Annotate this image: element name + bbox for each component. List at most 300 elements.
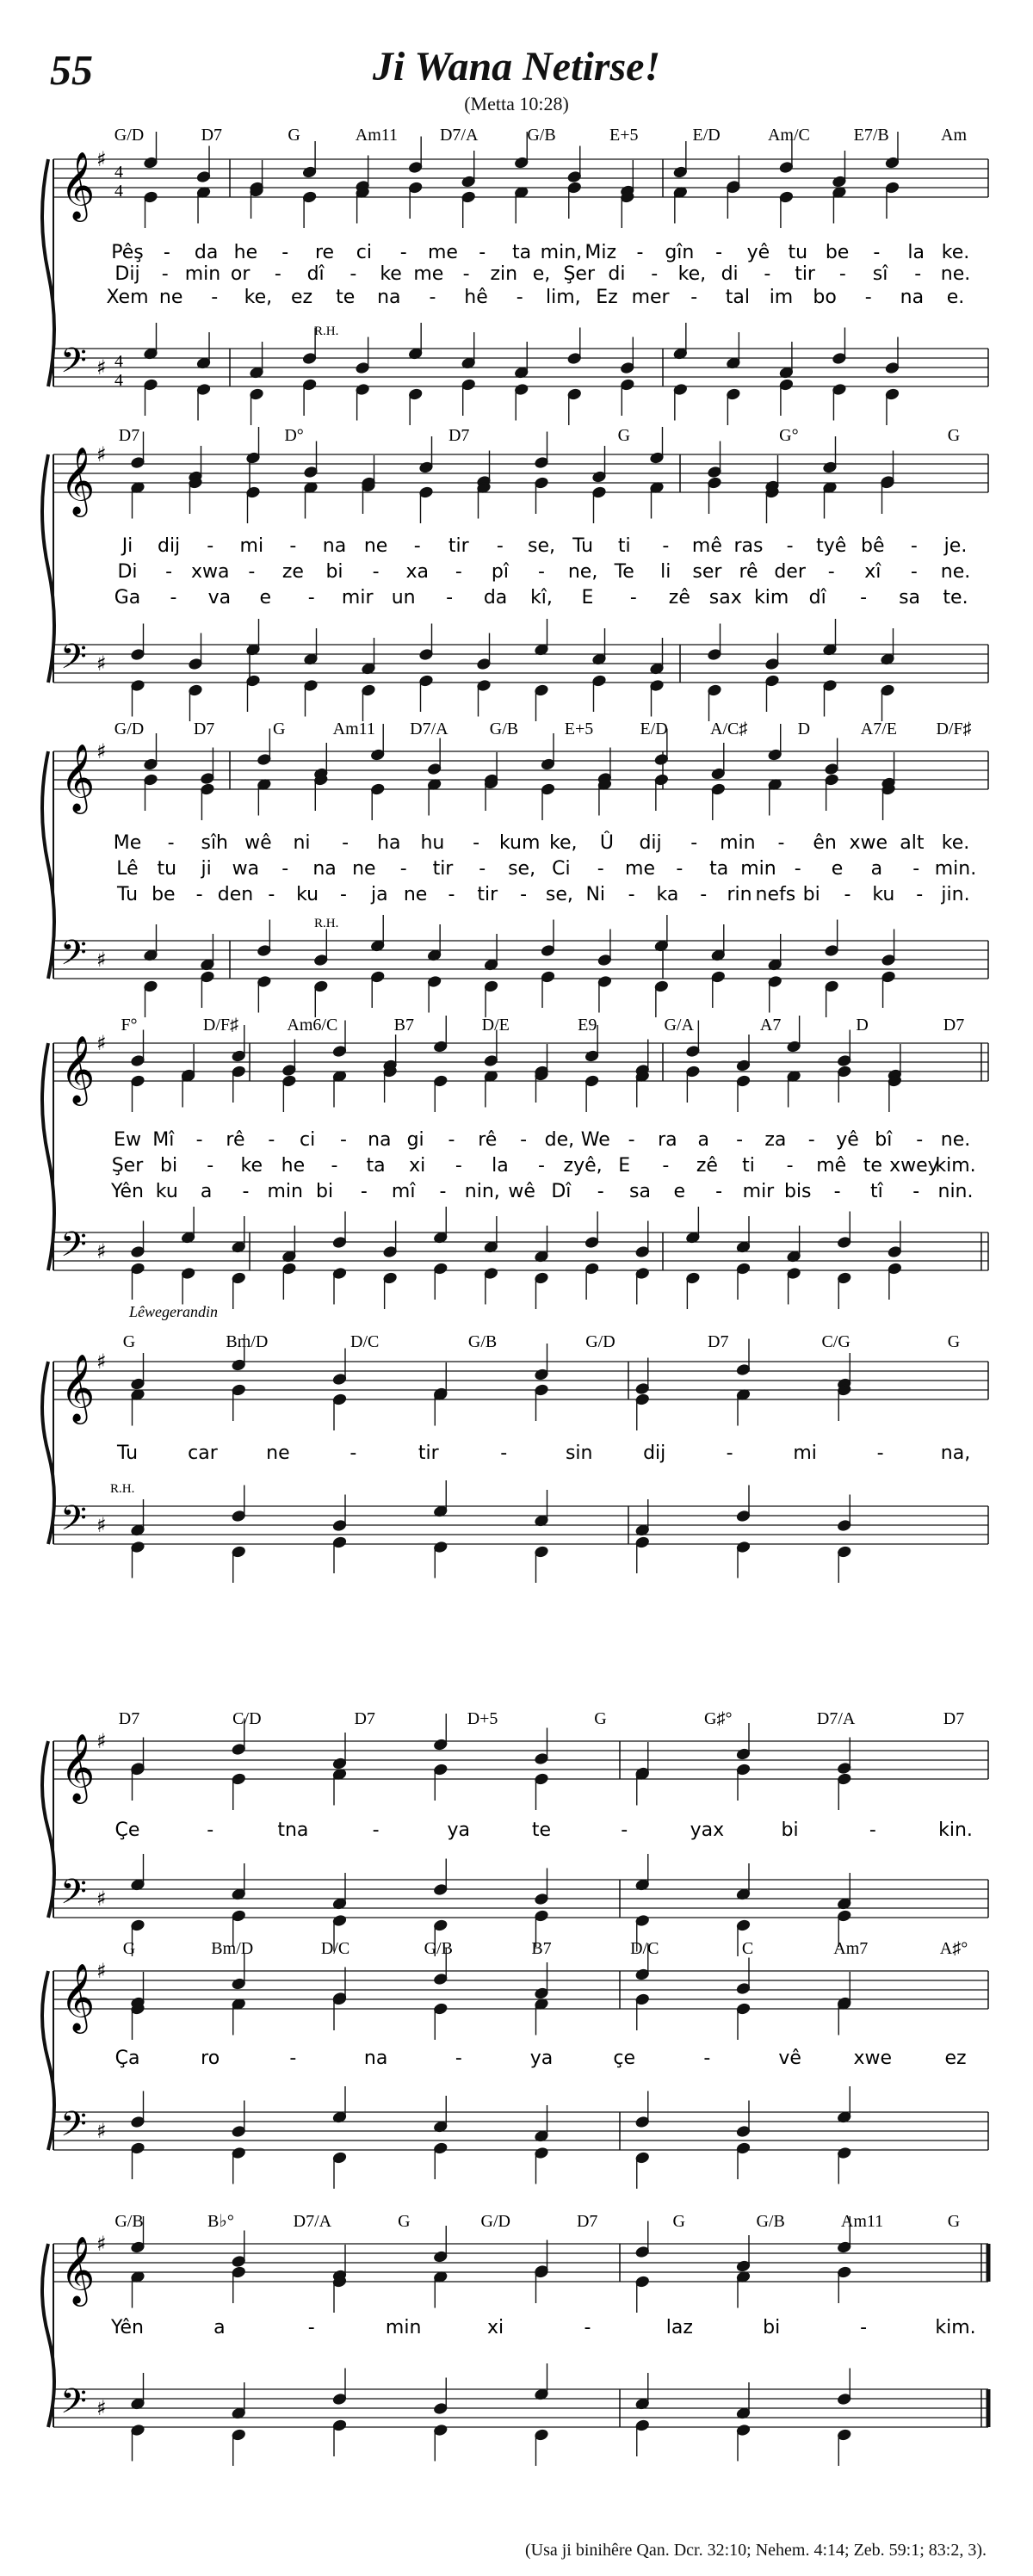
chord-symbol: G♯° [704,1709,733,1728]
lyric-syllable: bi [160,1155,178,1177]
lyric-syllable: - [516,287,523,308]
lyric-syllable: - [807,1129,815,1151]
lyric-syllable: ta [366,1155,386,1177]
lyric-syllable: wa [232,858,260,880]
lyric-syllable: - [690,287,698,308]
lyric-syllable: mi [239,535,264,557]
lyric-syllable: bî [875,1129,893,1151]
time-signature-top: 4 [114,163,123,182]
lyric-line-2 [112,1155,976,1177]
key-sharp: ♯ [96,1350,107,1374]
lyric-syllable: ne, [567,561,598,583]
lyric-syllable: ne. [940,561,971,583]
lyric-syllable: - [833,1181,841,1202]
chord-symbol: Bm/D [211,1939,254,1958]
chord-symbols [119,1709,964,1728]
lyric-syllable: - [496,535,504,557]
lyric-syllable: te. [943,587,968,608]
lyric-syllable: - [399,858,407,880]
lyric-syllable: - [339,1129,347,1151]
chord-symbol: G° [779,426,799,445]
lyric-syllable: ja [370,884,388,905]
lyric-syllable: - [736,1129,744,1151]
lyric-syllable: la [907,242,925,263]
chord-symbol: G [398,2212,411,2231]
lyric-syllable: ke [240,1155,263,1177]
lyric-syllable: se, [545,884,573,905]
lyric-syllable: - [413,535,421,557]
lyric-syllable: - [715,242,723,263]
treble-staff [53,1741,988,1779]
lyric-syllable: xi [486,2317,504,2338]
chord-symbol: G [122,1939,136,1958]
chord-symbol: B7 [531,1939,552,1958]
lyric-syllable: te [863,1155,882,1177]
lyric-syllable: - [597,1181,604,1202]
chord-symbol: A/C♯ [710,720,748,738]
chord-symbol: G/D [480,2212,511,2231]
lyric-syllable: - [281,242,289,263]
bass-clef: 𝄢 [60,341,87,389]
lyric-syllable: di [608,263,626,285]
lyric-syllable: Ni [585,884,606,905]
chord-symbol: D7 [118,1709,140,1728]
chord-symbol: G/D [114,126,145,145]
lyric-syllable: - [455,1155,462,1177]
lyric-syllable: - [916,1129,924,1151]
lyric-syllable: re [314,242,335,263]
chord-symbol: D/F♯ [202,1016,239,1035]
lyric-syllable: Dij [114,263,140,285]
chord-symbol: E+5 [609,126,639,145]
chord-symbol: A♯° [939,1939,968,1958]
chord-symbols [114,720,972,738]
chord-symbol: D/C [320,1939,350,1958]
chord-symbol: D7 [708,1332,729,1351]
treble-clef: 𝄞 [60,151,96,219]
lyric-syllable: - [307,2317,315,2338]
bass-staff [53,349,988,386]
lyric-syllable: bis [783,1181,812,1202]
lyric-syllable: laz [665,2317,693,2338]
bass-clef: 𝄢 [60,1225,87,1273]
lyric-syllable: - [167,832,175,854]
lyric-syllable: tyê [816,535,847,557]
lyric-syllable: da [483,587,508,608]
chord-symbol: Am11 [355,126,399,145]
lyric-syllable: Tu [116,884,139,905]
lyric-syllable: a [697,1129,709,1151]
lyric-syllable: je. [943,535,968,557]
lyric-syllable: - [914,263,922,285]
chord-symbol: D7 [354,1709,375,1728]
treble-clef: 𝄞 [60,2236,96,2304]
lyric-syllable: ke [380,263,402,285]
lyric-line-2 [114,263,970,285]
lyric-syllable: xwa [190,561,230,583]
chord-symbols [123,1332,960,1351]
chord-symbol: G [272,720,286,738]
lyric-syllable: ha [377,832,401,854]
key-sharp: ♯ [96,739,107,763]
lyric-syllable: Yên [111,1181,144,1202]
chord-symbols [123,1939,968,1958]
lyric-syllable: yê [746,242,770,263]
lyric-syllable: bo [813,287,837,308]
lyric-syllable: sa [629,1181,652,1202]
chord-symbol: Bm/D [226,1332,269,1351]
treble-clef: 𝄞 [60,1354,96,1422]
lyric-syllable: Xem [106,287,149,308]
lyric-syllable: se, [528,535,555,557]
lyric-line-1 [111,242,969,263]
chord-symbol: G/D [114,720,145,738]
lyric-syllable: Me [113,832,142,854]
lyric-syllable: - [703,2048,711,2069]
key-sharp: ♯ [96,948,107,972]
lyric-syllable: Miz [585,242,617,263]
lyric-syllable: - [662,535,670,557]
lyric-syllable: mer [631,287,670,308]
chord-symbol: G [617,426,631,445]
tempo-marking: Lêwegerandin [129,1303,218,1320]
lyric-syllable: bi [781,1819,799,1841]
lyric-syllable: Di [117,561,138,583]
lyric-syllable: ti [742,1155,755,1177]
lyric-syllable: - [838,263,846,285]
chord-symbol: E9 [578,1016,597,1035]
chord-symbol: G/B [114,2212,144,2231]
lyric-syllable: a [213,2317,226,2338]
lyric-syllable: rê [226,1129,245,1151]
lyric-syllable: - [211,287,219,308]
lyric-syllable: sîh [201,832,229,854]
chord-symbol: G/A [664,1016,694,1035]
scripture-reference: (Metta 10:28) [464,93,569,114]
lyric-syllable: e, [532,263,551,285]
treble-clef: 𝄞 [60,1035,96,1103]
lyric-syllable: te [336,287,356,308]
lyric-syllable: - [439,1181,447,1202]
lyric-syllable: ra [658,1129,677,1151]
lyric-syllable: sin [565,1442,593,1464]
lyric-syllable: ni [293,832,311,854]
system-1 [42,126,988,425]
chord-symbol: C [741,1939,754,1958]
lyric-syllable: - [628,1129,635,1151]
lyric-syllable: hu [420,832,445,854]
lyric-syllable: tu [788,242,808,263]
lyric-syllable: mî [391,1181,416,1202]
lyric-syllable: min, [540,242,583,263]
chord-symbol: G/B [756,2212,785,2231]
system-5 [42,1303,988,1583]
chord-symbol: D7 [448,426,470,445]
lyric-syllable: ne. [940,1129,971,1151]
chord-symbol: D [797,720,811,738]
lyric-syllable: - [726,1442,733,1464]
lyric-syllable: ka [656,884,679,905]
treble-staff [53,751,988,789]
lyric-syllable: dij [639,832,662,854]
lyric-syllable: - [676,858,684,880]
lyric-syllable: sax [708,587,742,608]
lyric-syllable: xwe [849,832,888,854]
lyric-line-1 [115,2048,967,2069]
lyric-syllable: Tu [116,1442,139,1464]
brace [42,1362,54,1544]
lyric-syllable: - [455,2048,462,2069]
bass-clef: 𝄢 [60,1498,87,1547]
lyric-syllable: va [207,587,232,608]
notes [131,1714,851,1956]
lyric-syllable: di [721,263,739,285]
brace [42,1971,54,2150]
chord-symbol: D7 [943,1709,965,1728]
lyric-syllable: ku [296,884,319,905]
chord-symbol: C/D [232,1709,262,1728]
key-sharp: ♯ [96,2396,107,2420]
lyric-syllable: zyê, [563,1155,603,1177]
lyric-syllable: - [912,1181,920,1202]
lyric-syllable: im [769,287,794,308]
lyric-syllable: - [360,1181,368,1202]
lyric-syllable: na [377,287,401,308]
lyric-syllable: xwey [889,1155,939,1177]
lyric-syllable: ze [281,561,304,583]
chord-symbol: D+5 [467,1709,498,1728]
lyric-syllable: min [184,263,221,285]
lyric-syllable: Çe [114,1819,140,1841]
lyric-syllable: - [248,561,256,583]
chord-symbol: Am11 [840,2212,884,2231]
time-signature-bottom: 4 [114,182,123,201]
key-sharp: ♯ [96,355,107,380]
lyric-syllable: - [629,587,637,608]
lyric-syllable: - [163,242,170,263]
chord-symbol: G/B [489,720,519,738]
key-sharp: ♯ [96,1959,107,1983]
lyric-syllable: mir [742,1181,775,1202]
lyric-syllable: xwe [853,2048,893,2069]
lyric-syllable: nin, [464,1181,500,1202]
lyric-syllable: e [673,1181,686,1202]
lyric-syllable: ser [692,561,722,583]
lyric-syllable: - [597,858,604,880]
lyric-syllable: ne [266,1442,290,1464]
lyric-syllable: vê [778,2048,801,2069]
lyric-syllable: - [844,884,851,905]
lyric-syllable: a [870,858,883,880]
lyric-syllable: xi [409,1155,426,1177]
lyric-syllable: - [207,1155,214,1177]
lyric-line-1 [114,1129,970,1151]
lyric-syllable: - [538,561,545,583]
chord-symbol: D/E [481,1016,510,1035]
lyric-syllable: - [864,287,872,308]
lyric-syllable: na [900,287,925,308]
lyric-syllable: - [690,832,698,854]
lyric-line-3 [114,587,968,608]
lyric-syllable: Dî [551,1181,572,1202]
treble-clef: 𝄞 [60,447,96,515]
system-2 [42,426,988,721]
lyric-syllable: bi [325,561,343,583]
lyric-syllable: ji [201,858,212,880]
rh-marking: R.H. [110,1482,135,1496]
lyric-syllable: yax [690,1819,725,1841]
lyric-syllable: ke. [941,832,970,854]
lyric-syllable: xa [405,561,429,583]
lyric-syllable: alt [900,832,925,854]
lyric-syllable: dî [808,587,826,608]
key-sharp: ♯ [96,2119,107,2143]
lyric-syllable: Ew [114,1129,141,1151]
lyric-syllable: mê [691,535,722,557]
lyric-syllable: za [764,1129,787,1151]
lyric-syllable: - [462,263,470,285]
chord-symbols [119,426,960,445]
system-6 [42,1709,988,1956]
lyric-syllable: na [368,1129,392,1151]
lyric-syllable: Pêş [111,242,144,263]
chord-symbols [114,2212,960,2231]
lyric-syllable: - [429,287,436,308]
chord-symbol: G [288,126,300,145]
lyric-syllable: - [342,832,349,854]
lyric-syllable: ras [733,535,764,557]
lyric-syllable: ne [363,535,388,557]
lyric-syllable: - [161,263,169,285]
lyric-syllable: ne [158,287,183,308]
lyric-syllable: E [581,587,594,608]
lyric-syllable: - [372,561,380,583]
lyric-syllable: ne. [940,263,971,285]
lyric-syllable: zê [668,587,690,608]
lyric-syllable: Ez [596,287,618,308]
lyric-syllable: dij [157,535,181,557]
lyric-syllable: sa [899,587,921,608]
lyric-syllable: - [479,858,486,880]
lyric-syllable: ti [617,535,631,557]
lyric-syllable: sî [872,263,888,285]
lyric-syllable: - [869,1819,876,1841]
chord-symbol: Am11 [332,720,375,738]
lyric-syllable: - [349,1442,357,1464]
lyric-syllable: nefs [755,884,796,905]
lyric-syllable: e. [946,287,965,308]
system-7 [42,1939,988,2189]
lyric-syllable: de, [544,1129,575,1151]
bass-clef: 𝄢 [60,933,87,981]
bass-clef: 𝄢 [60,2381,87,2430]
lyric-syllable: - [207,535,214,557]
chord-symbol: D7 [193,720,215,738]
lyric-syllable: xî [864,561,881,583]
lyric-syllable: ci [300,1129,316,1151]
lyric-syllable: rin [727,884,752,905]
lyric-syllable: - [289,535,297,557]
chord-symbol: Am [941,126,967,145]
lyric-syllable: - [289,2048,297,2069]
lyric-syllable: Tu [572,535,594,557]
lyric-syllable: un [391,587,416,608]
lyric-syllable: rê [739,561,758,583]
lyric-syllable: - [207,1819,214,1841]
bass-clef: 𝄢 [60,2104,87,2153]
chord-symbol: E/D [640,720,668,738]
lyric-syllable: - [621,1819,628,1841]
lyric-syllable: - [242,1181,250,1202]
lyric-syllable: e [259,587,272,608]
key-sharp: ♯ [96,1887,107,1911]
lyric-syllable: tir [432,858,454,880]
lyric-syllable: - [349,263,357,285]
lyric-syllable: me [413,263,444,285]
bass-clef: 𝄢 [60,637,87,685]
chord-symbol: G/B [467,1332,498,1351]
lyric-syllable: - [473,832,480,854]
chord-symbol: G [947,2212,961,2231]
lyric-syllable: mir [341,587,374,608]
lyric-syllable: pî [491,561,509,583]
lyric-syllable: dî [306,263,325,285]
lyric-syllable: - [165,561,173,583]
lyric-syllable: - [170,587,177,608]
chord-symbol: B♭° [207,2212,234,2231]
key-sharp: ♯ [96,1513,107,1537]
brace [42,1741,54,1918]
lyric-syllable: he [233,242,258,263]
lyric-syllable: bi [763,2317,781,2338]
brace [42,2244,54,2427]
lyric-syllable: min [267,1181,303,1202]
lyric-syllable: - [786,535,794,557]
lyric-syllable: zê [696,1155,718,1177]
lyric-syllable: - [876,1442,884,1464]
lyric-syllable: - [500,1442,508,1464]
chord-symbol: D7 [201,126,223,145]
lyric-syllable: - [584,2317,591,2338]
chord-symbol: Am7 [833,1939,869,1958]
chord-symbol: A7/E [860,720,898,738]
lyric-syllable: ro [201,2048,220,2069]
footer-references: (Usa ji binihêre Qan. Dcr. 32:10; Nehem. 4:14; Zeb. 59:1; 83:2, 3). [524,2541,987,2560]
lyric-line-1 [114,831,970,854]
lyric-syllable: tu [157,858,177,880]
lyric-syllable: la [492,1155,509,1177]
lyric-syllable: - [777,832,785,854]
chord-symbol: E7/B [853,126,889,145]
chord-symbols [121,1016,964,1035]
lyric-syllable: gi [406,1129,424,1151]
chord-symbol: D/C [350,1332,380,1351]
chord-symbol: G [594,1709,607,1728]
lyric-syllable: - [195,1129,203,1151]
lyric-syllable: kim. [935,2317,976,2338]
lyric-syllable: - [446,587,454,608]
lyric-syllable: ci [356,242,372,263]
treble-clef: 𝄞 [60,1733,96,1801]
lyric-syllable: na [312,858,337,880]
lyric-syllable: ya [529,2048,554,2069]
chord-symbol: G/B [527,126,556,145]
lyric-syllable: ên [813,832,837,854]
lyric-syllable: min [740,858,776,880]
lyric-syllable: kim [754,587,789,608]
lyric-syllable: - [372,1819,380,1841]
lyric-syllable: me [625,858,656,880]
